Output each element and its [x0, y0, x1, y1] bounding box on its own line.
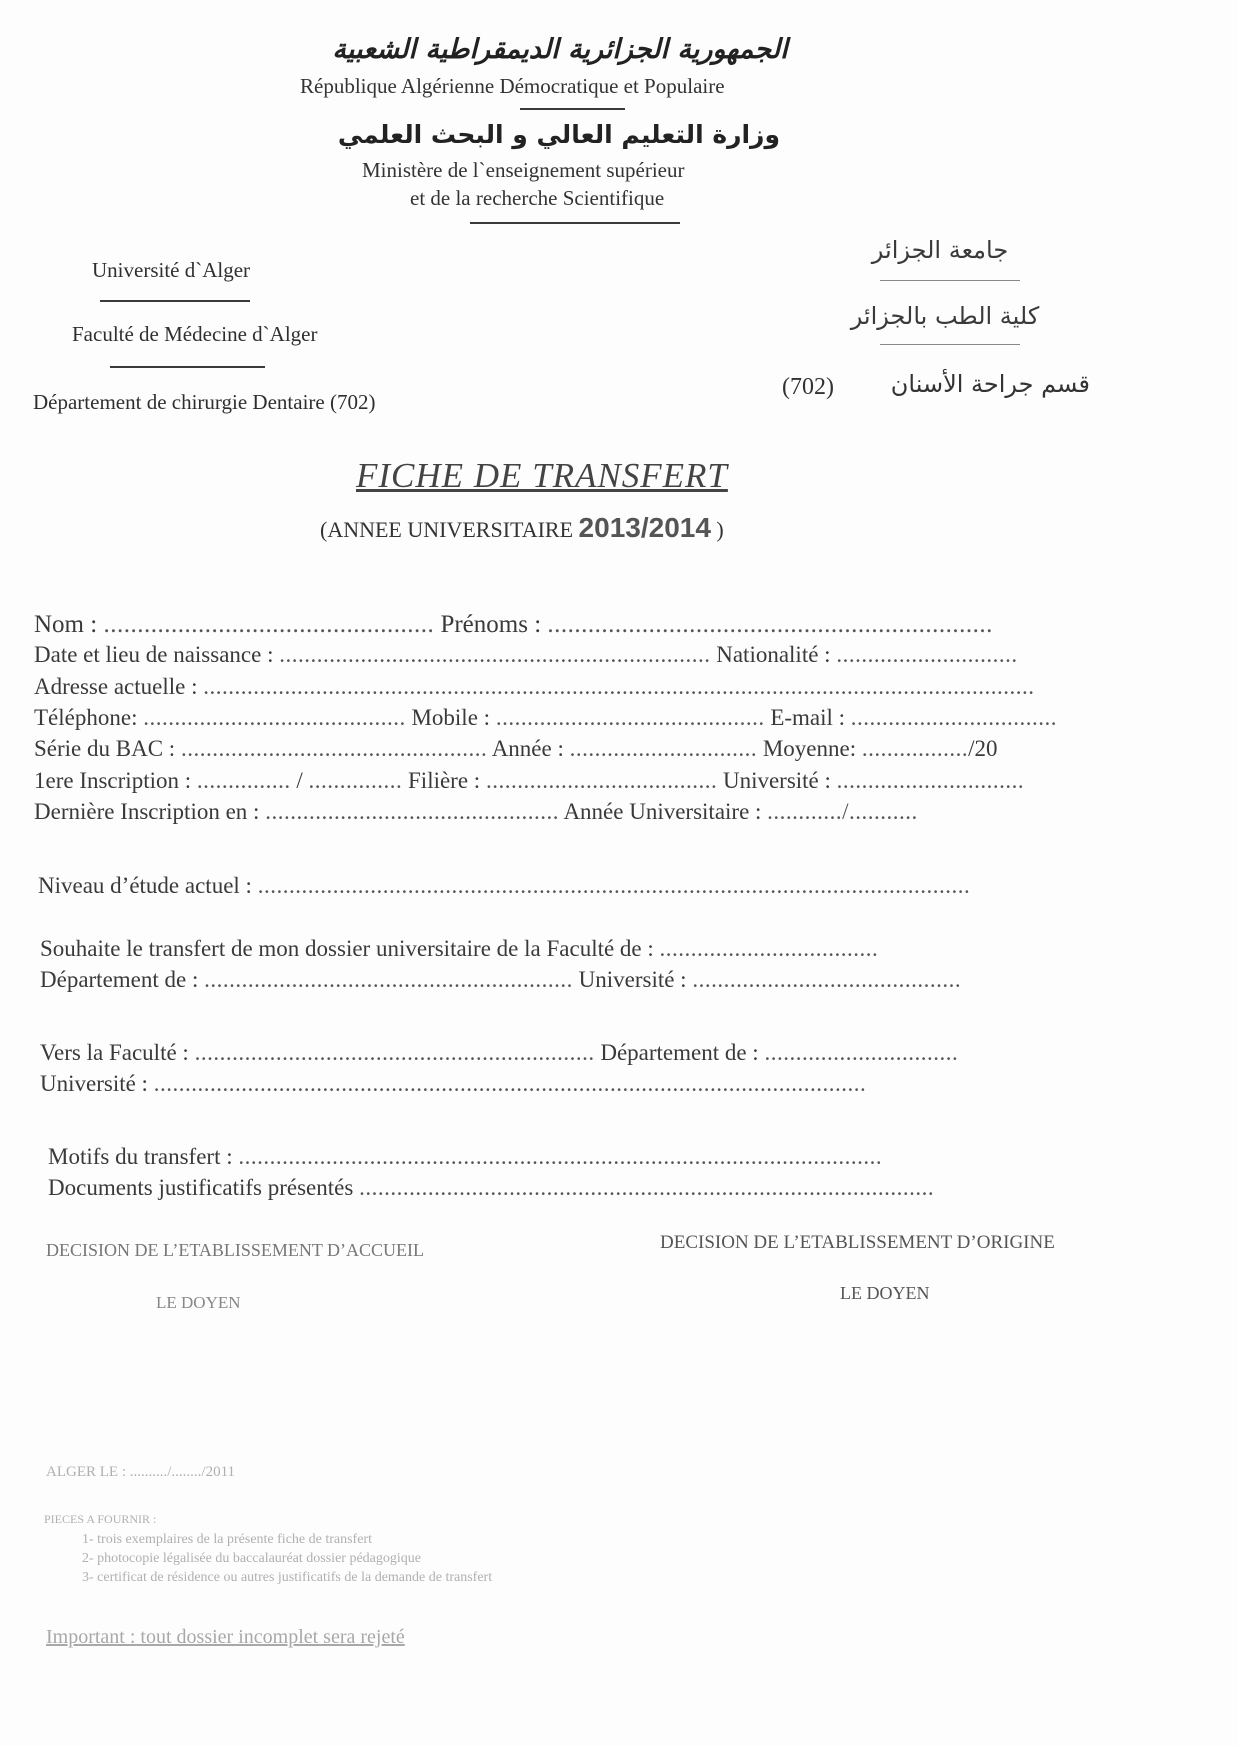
label-derniere-inscription: Dernière Inscription en : [34, 799, 260, 824]
input-naissance[interactable]: ..................................................................... [279, 642, 711, 667]
label-niveau: Niveau d’étude actuel : [38, 873, 252, 898]
label-serie-bac: Série du BAC : [34, 736, 176, 761]
premiere-inscription-separator: / [296, 768, 303, 793]
input-faculte-origine[interactable]: ................................... [659, 936, 879, 961]
moyenne-max: /20 [968, 736, 998, 761]
label-telephone: Téléphone: [34, 705, 138, 730]
signature-date-line: ALGER LE : ........../......../2011 [46, 1464, 236, 1480]
input-vers-faculte[interactable]: ................................................................ [194, 1040, 595, 1065]
field-row-nom [34, 611, 993, 639]
field-row-niveau [38, 873, 970, 899]
academic-year-line [320, 512, 724, 544]
label-naissance: Date et lieu de naissance : [34, 642, 274, 667]
university-name-fr: Université d`Alger [92, 258, 251, 282]
label-vers-faculte: Vers la Faculté : [40, 1040, 189, 1065]
input-niveau[interactable]: .................................................................................................................. [257, 873, 971, 898]
faculty-name-fr: Faculté de Médecine d`Alger [72, 322, 318, 346]
label-universite: Université : [722, 768, 831, 793]
ministry-title-french-line2: et de la recherche Scientifique [410, 186, 665, 210]
label-souhaite: Souhaite le transfert de mon dossier universitaire de la Faculté de : [40, 936, 654, 961]
department-name-ar: قسم جراحة الأسنان [890, 370, 1090, 398]
pieces-list-item: 3- certificat de résidence ou autres justificatifs de la demande de transfert [82, 1570, 493, 1585]
university-ar-underline [880, 280, 1020, 281]
label-nom: Nom : [34, 611, 98, 638]
label-nationalite: Nationalité : [716, 642, 831, 667]
input-universite-accueil[interactable]: .................................................................................................................. [153, 1071, 867, 1096]
input-prenoms[interactable]: .................................................................. [547, 611, 993, 638]
input-universite[interactable]: .............................. [836, 768, 1025, 793]
label-mobile: Mobile : [411, 705, 491, 730]
pieces-list-item: 1- trois exemplaires de la présente fiche de transfert [82, 1532, 372, 1547]
academic-year-value: 2013/2014 [578, 512, 711, 543]
field-row-motifs [48, 1144, 882, 1170]
academic-year-close: ) [716, 517, 724, 542]
field-row-naissance [34, 642, 1018, 668]
decision-accueil-heading: DECISION DE L’ETABLISSEMENT D’ACCUEIL [46, 1240, 425, 1260]
input-nom[interactable]: ................................................. [103, 611, 435, 638]
pieces-list-item: 2- photocopie légalisée du baccalauréat dossier pédagogique [82, 1551, 421, 1566]
faculty-ar-underline [880, 344, 1020, 345]
academic-year-label: (ANNEE UNIVERSITAIRE [320, 517, 574, 542]
header-divider [520, 108, 625, 110]
input-annee[interactable]: .............................. [569, 736, 758, 761]
doyen-accueil-label: LE DOYEN [156, 1293, 241, 1312]
label-documents: Documents justificatifs présentés [48, 1175, 354, 1200]
ministry-divider [470, 222, 680, 224]
department-code-ar: (702) [782, 374, 834, 400]
field-row-documents [48, 1175, 934, 1201]
pieces-list [82, 1530, 492, 1587]
input-premiere-inscription-end[interactable]: ............... [308, 768, 403, 793]
label-departement-origine: Département de : [40, 967, 199, 992]
input-departement-origine[interactable]: ........................................................... [204, 967, 573, 992]
input-nationalite[interactable]: ............................. [836, 642, 1018, 667]
university-name-ar: جامعة الجزائر [871, 236, 1009, 264]
input-documents[interactable]: ............................................................................................ [359, 1175, 935, 1200]
label-universite-origine: Université : [578, 967, 687, 992]
input-serie-bac[interactable]: ................................................. [180, 736, 488, 761]
field-row-vers-faculte [40, 1040, 958, 1066]
republic-title-arabic: الجمهورية الجزائرية الديمقراطية الشعبية [332, 34, 788, 65]
input-universite-origine[interactable]: ........................................... [692, 967, 962, 992]
label-universite-accueil: Université : [40, 1071, 148, 1096]
faculty-underline [110, 366, 265, 368]
field-row-telephone [34, 705, 1057, 731]
input-annee-universitaire[interactable]: ............/........... [767, 799, 918, 824]
department-name-fr: Département de chirurgie Dentaire (702) [33, 390, 376, 414]
field-row-bac [34, 736, 998, 762]
input-moyenne[interactable]: ................. [861, 736, 969, 761]
faculty-name-ar: كلية الطب بالجزائر [850, 302, 1040, 330]
input-email[interactable]: ................................. [850, 705, 1058, 730]
input-mobile[interactable]: ........................................... [495, 705, 765, 730]
ministry-title-arabic: وزارة التعليم العالي و البحث العلمي [337, 120, 780, 149]
field-row-adresse [34, 674, 1034, 700]
label-moyenne: Moyenne: [762, 736, 857, 761]
input-premiere-inscription-start[interactable]: ............... [196, 768, 291, 793]
field-row-departement-origine [40, 967, 961, 993]
input-adresse[interactable]: ..................................................................................................................................... [203, 674, 1035, 699]
field-row-derniere-inscription [34, 799, 918, 825]
ministry-title-french-line1: Ministère de l`enseignement supérieur [362, 158, 685, 182]
field-row-souhaite [40, 936, 878, 962]
label-adresse: Adresse actuelle : [34, 674, 198, 699]
form-title: FICHE DE TRANSFERT [356, 456, 728, 495]
label-departement-accueil: Département de : [600, 1040, 759, 1065]
label-annee: Année : [491, 736, 564, 761]
label-premiere-inscription: 1ere Inscription : [34, 768, 192, 793]
label-motifs: Motifs du transfert : [48, 1144, 233, 1169]
field-row-premiere-inscription [34, 768, 1024, 794]
republic-title-french: République Algérienne Démocratique et Populaire [300, 74, 725, 98]
label-email: E-mail : [770, 705, 846, 730]
important-notice: Important : tout dossier incomplet sera rejeté [46, 1626, 405, 1648]
input-derniere-inscription[interactable]: ............................................... [265, 799, 559, 824]
field-row-universite-accueil [40, 1071, 866, 1097]
doyen-origine-label: LE DOYEN [840, 1283, 930, 1303]
university-underline [100, 300, 250, 302]
pieces-title: PIECES A FOURNIR : [44, 1512, 157, 1526]
label-filiere: Filière : [408, 768, 481, 793]
input-filiere[interactable]: ..................................... [485, 768, 718, 793]
input-departement-accueil[interactable]: ............................... [764, 1040, 959, 1065]
label-annee-universitaire: Année Universitaire : [563, 799, 762, 824]
label-prenoms: Prénoms : [440, 611, 542, 638]
input-telephone[interactable]: .......................................... [143, 705, 406, 730]
input-motifs[interactable]: ....................................................................................................... [238, 1144, 883, 1169]
decision-origine-heading: DECISION DE L’ETABLISSEMENT D’ORIGINE [660, 1232, 1055, 1253]
